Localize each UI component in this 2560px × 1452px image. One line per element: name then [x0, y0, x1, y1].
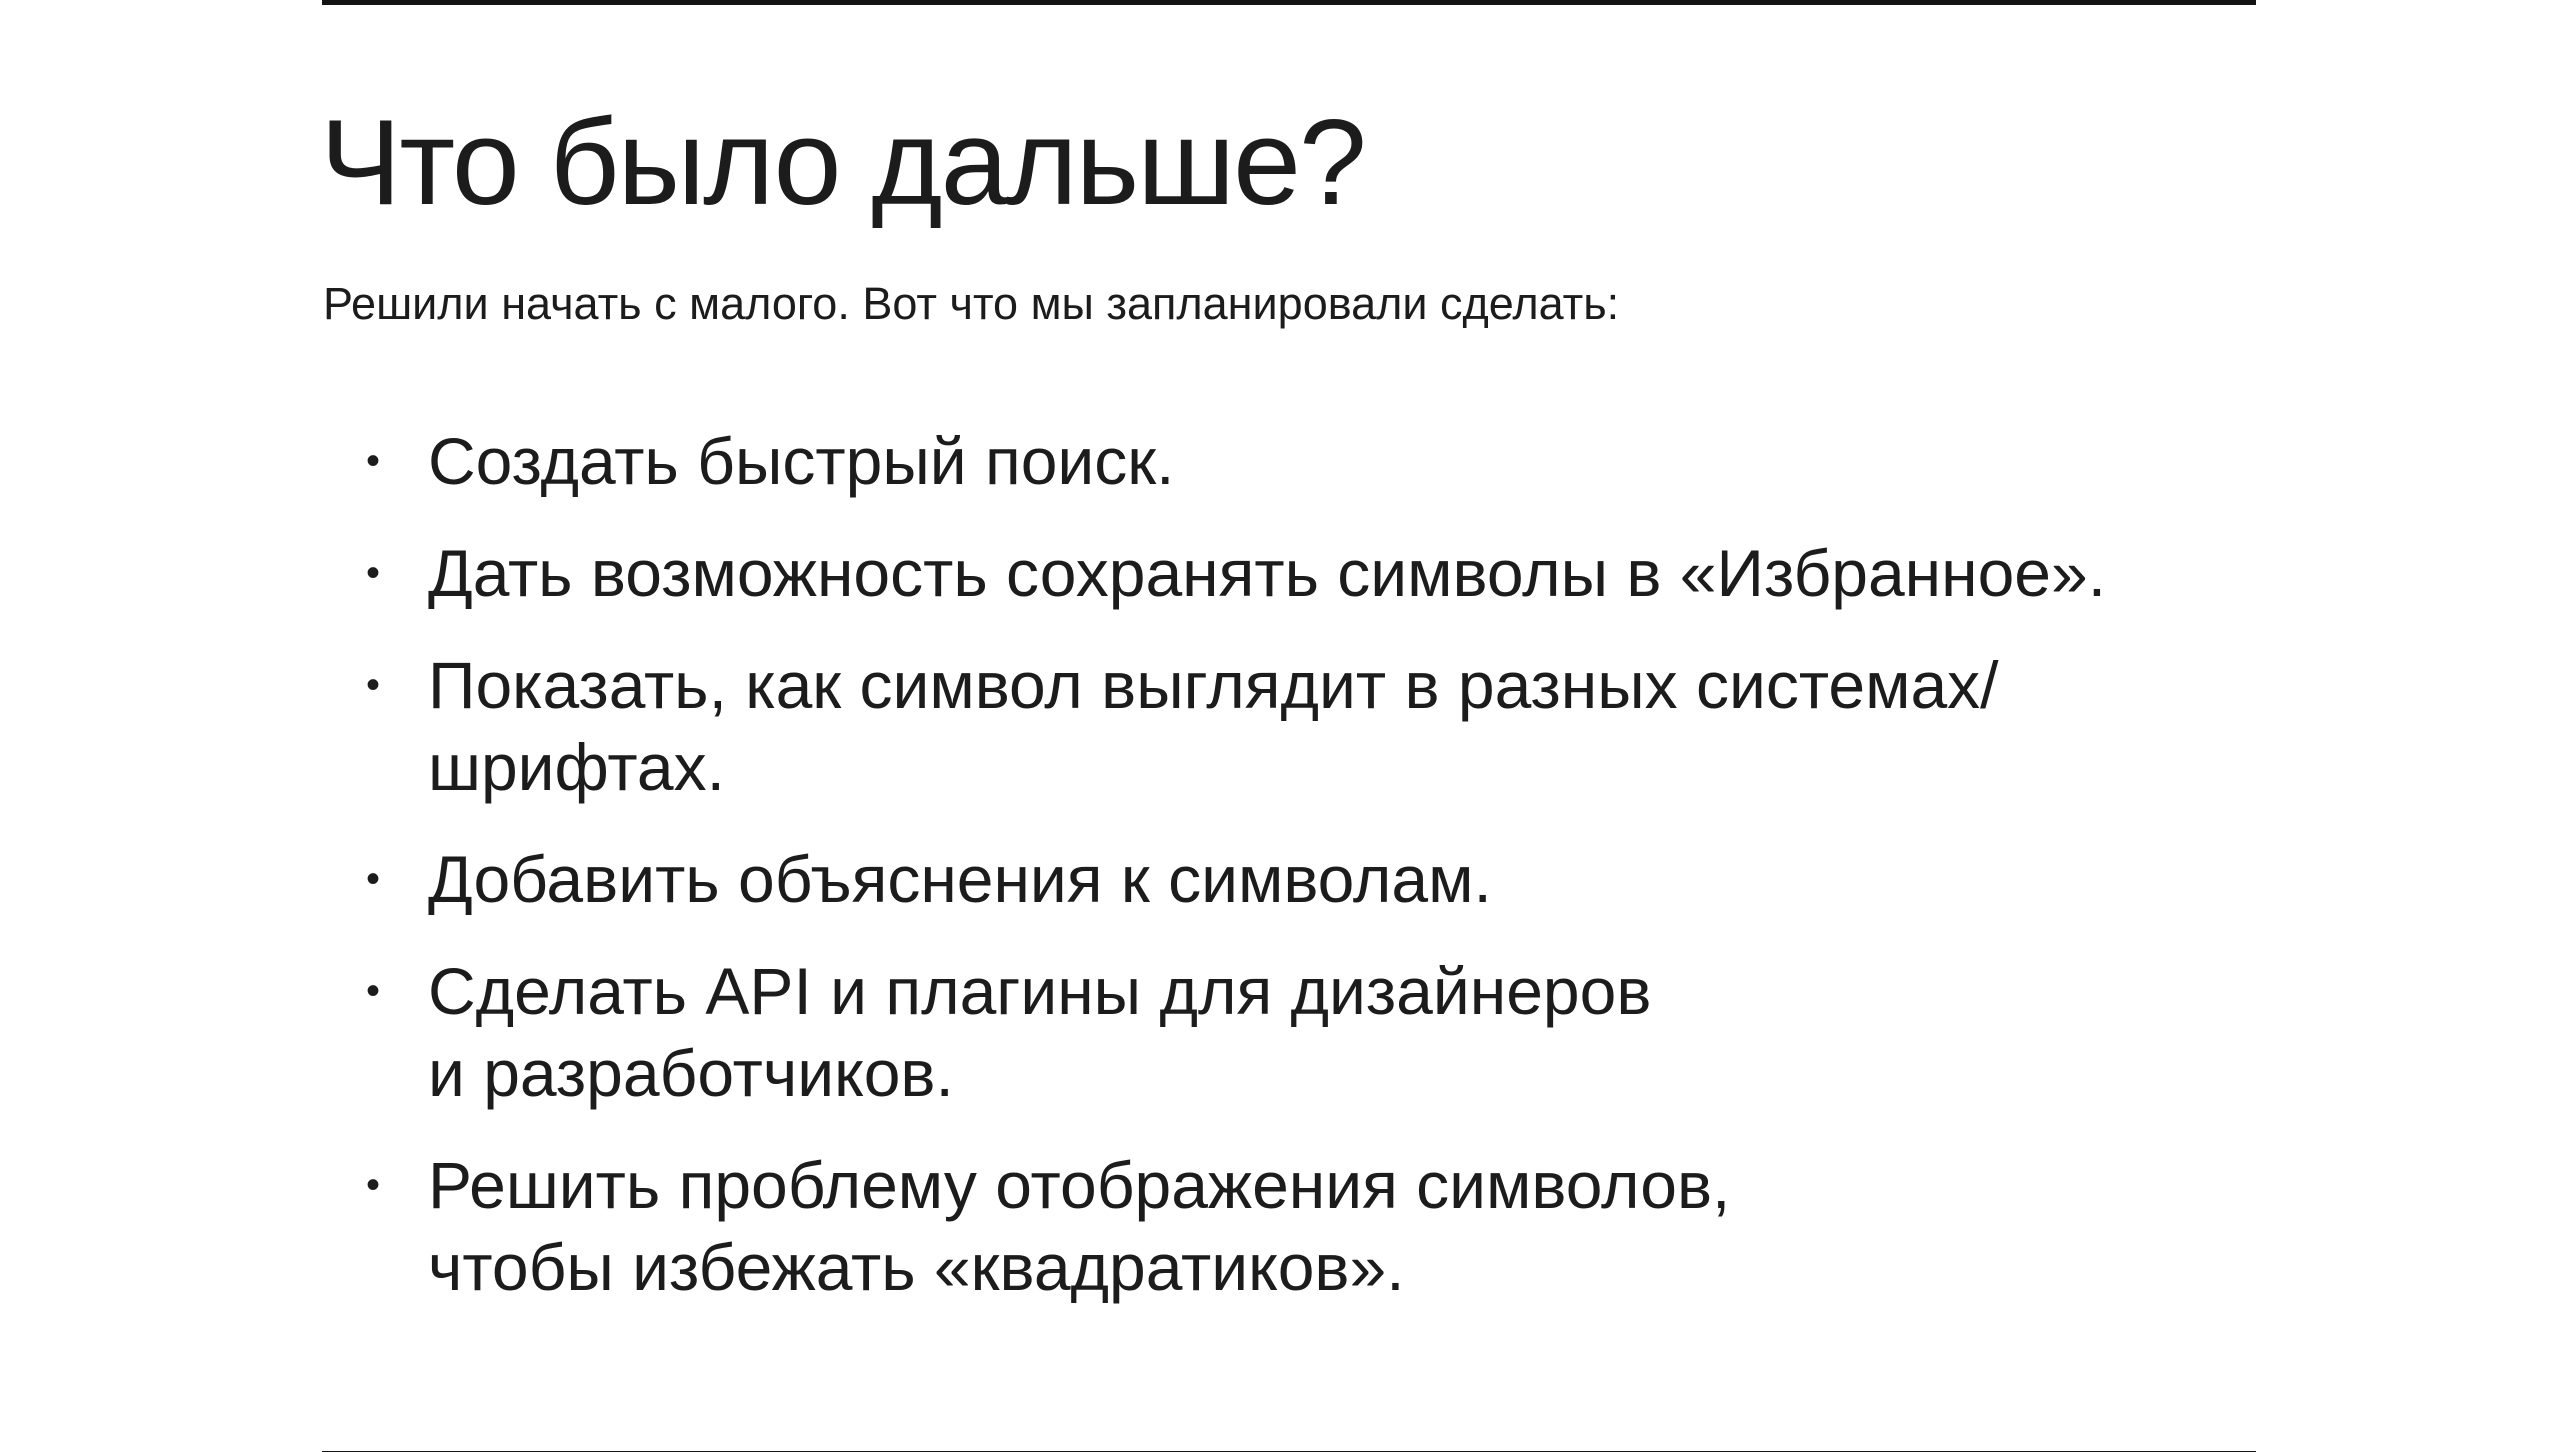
bullet-icon: •: [366, 857, 381, 901]
bullet-icon: •: [366, 1163, 381, 1207]
slide-subtitle: Решили начать с малого. Вот что мы запланировали сделать:: [323, 278, 1620, 329]
list-item-text: Показать, как символ выглядит в разных системах/: [428, 648, 1999, 722]
list-item-text: Решить проблему отображения символов,: [428, 1148, 1731, 1222]
list-item: [360, 950, 2240, 1114]
bullet-icon: •: [366, 969, 381, 1013]
list-item-text: чтобы избежать «квадратиков».: [428, 1230, 1405, 1304]
list-item-text: и разработчиков.: [428, 1036, 954, 1110]
list-item-text: Создать быстрый поиск.: [428, 424, 1175, 498]
plan-list: [360, 420, 2240, 1338]
list-item: [360, 420, 2240, 502]
list-item-text: Сделать API и плагины для дизайнеров: [428, 954, 1652, 1028]
top-rule: [322, 0, 2256, 5]
list-item: [360, 644, 2240, 808]
bullet-icon: •: [366, 551, 381, 595]
bullet-icon: •: [366, 663, 381, 707]
bullet-icon: •: [366, 439, 381, 483]
list-item: [360, 532, 2240, 614]
list-item: [360, 1144, 2240, 1308]
list-item: [360, 838, 2240, 920]
slide-title: Что было дальше?: [320, 94, 1365, 230]
list-item-text: Дать возможность сохранять символы в «Избранное».: [428, 536, 2107, 610]
list-item-text: Добавить объяснения к символам.: [428, 842, 1492, 916]
list-item-text: шрифтах.: [428, 730, 725, 804]
